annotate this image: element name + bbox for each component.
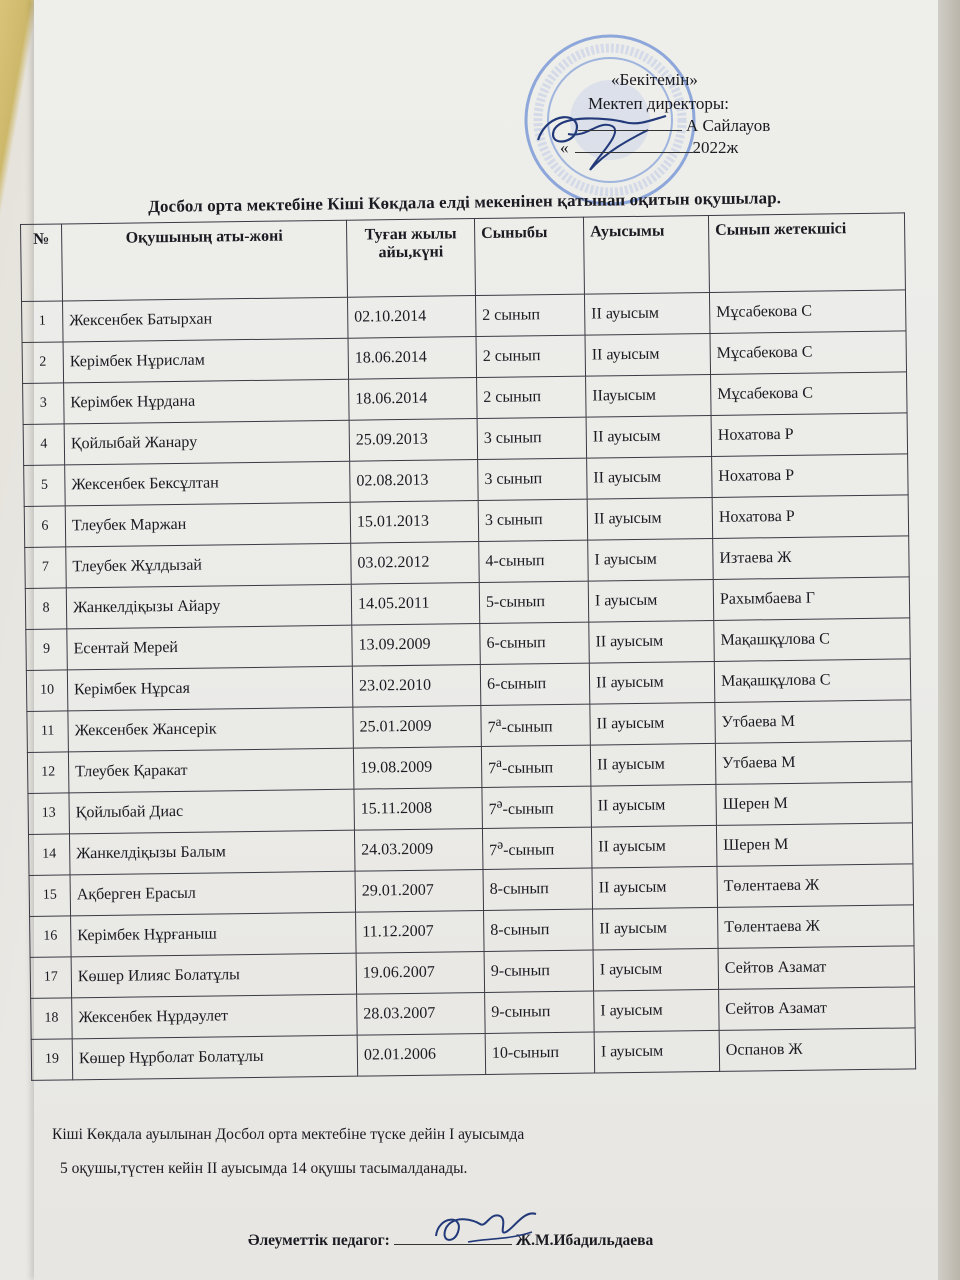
student-name: Жексенбек Нұрдәулет (72, 994, 358, 1039)
student-name: Керімбек Нұрдана (64, 379, 350, 424)
approval-year: 2022ж (692, 138, 739, 157)
grade: 3 сынып (478, 499, 588, 541)
birth-date: 15.01.2013 (350, 501, 479, 544)
summary-line-1: Кіші Көкдала ауылынан Досбол орта мектебіне түске дейін I ауысымда (52, 1126, 525, 1143)
birth-date: 15.11.2008 (354, 788, 483, 831)
row-number: 11 (27, 711, 69, 753)
class-teacher: Мақашқұлова С (714, 659, 911, 703)
shift: II ауысым (587, 456, 713, 499)
class-teacher: Мұсабекова С (710, 331, 907, 375)
class-teacher: Оспанов Ж (719, 1028, 916, 1072)
student-name: Жексенбек Жансерік (68, 707, 354, 752)
grade: 3 сынып (478, 458, 588, 500)
header-birth-date: Туған жылы айы,күні (346, 219, 475, 298)
birth-date: 19.06.2007 (356, 951, 485, 994)
header-row (21, 213, 906, 302)
summary-line-2: 5 оқушы,түстен кейін II ауысымда 14 оқушы тасымалданады. (60, 1160, 468, 1177)
student-name: Тлеубек Жұлдызай (66, 543, 352, 588)
approval-director-line (578, 116, 770, 136)
grade: 8-сынып (484, 909, 594, 951)
row-number: 16 (30, 916, 72, 958)
shift: II ауысым (589, 620, 715, 663)
grade (481, 704, 591, 746)
class-teacher: Утбаева М (715, 700, 912, 744)
class-teacher: Рахымбаева Г (713, 577, 910, 621)
row-number: 6 (24, 506, 66, 548)
class-teacher: Төлентаева Ж (717, 864, 914, 908)
row-number: 13 (28, 793, 70, 835)
header-number: № (21, 224, 63, 302)
grade-number: 7 (488, 760, 497, 778)
approval-position: Мектеп директоры: (588, 94, 729, 113)
birth-date: 11.12.2007 (356, 910, 485, 953)
birth-date: 28.03.2007 (357, 992, 486, 1035)
row-number: 3 (23, 383, 65, 425)
grade (482, 827, 592, 869)
grade-suffix: -сынып (502, 800, 554, 819)
student-name: Ақберген Ерасыл (70, 871, 356, 916)
row-number: 15 (29, 875, 71, 917)
student-name: Тлеубек Маржан (65, 502, 351, 547)
shift: II ауысым (590, 702, 716, 745)
grade: 2 сынып (476, 335, 586, 377)
student-name: Керімбек Нұрғаныш (71, 912, 357, 957)
students-table (20, 212, 916, 1081)
row-number: 9 (26, 629, 68, 671)
table-header (21, 213, 906, 302)
row-number: 5 (24, 465, 66, 507)
approval-date-quote: « (560, 138, 569, 157)
class-teacher: Мұсабекова С (711, 372, 908, 416)
birth-date: 02.08.2013 (350, 460, 479, 503)
header-shift: Ауысымы (583, 215, 709, 294)
grade-number: 7 (488, 801, 497, 819)
birth-date: 03.02.2012 (351, 542, 480, 585)
shift: II ауысым (590, 743, 716, 786)
birth-date: 23.02.2010 (352, 665, 481, 708)
row-number: 1 (22, 301, 64, 343)
birth-date: 25.01.2009 (353, 706, 482, 749)
student-name: Керімбек Нұрсая (67, 666, 353, 711)
grade: 6-сынып (480, 622, 590, 664)
approval-date-blank (575, 152, 693, 153)
grade-letter: а (495, 755, 503, 771)
birth-date: 02.01.2006 (357, 1033, 486, 1076)
grade: 9-сынып (484, 950, 594, 992)
document-title: Досбол орта мектебіне Кіші Көкдала елді мекенінен қатынап оқитын оқушылар. (148, 188, 782, 216)
shift: II ауысым (584, 292, 710, 335)
shift: I ауысым (588, 538, 714, 581)
student-name: Жексенбек Батырхан (63, 297, 349, 342)
header-grade: Сыныбы (474, 217, 584, 295)
class-teacher: Мақашқұлова С (714, 618, 911, 662)
class-teacher: Шерен М (716, 823, 913, 867)
shift: II ауысым (591, 825, 717, 868)
grade: 8-сынып (483, 868, 593, 910)
grade-suffix: -сынып (501, 718, 553, 737)
class-teacher: Сейтов Азамат (719, 987, 916, 1031)
row-number: 17 (30, 957, 72, 999)
class-teacher: Изтаева Ж (713, 536, 910, 580)
birth-date: 29.01.2007 (355, 869, 484, 912)
grade: 10-сынып (485, 1032, 595, 1074)
student-name: Тлеубек Қаракат (68, 748, 354, 793)
shift: I ауысым (594, 989, 720, 1032)
grade-number: 7 (487, 719, 496, 737)
grade (481, 745, 591, 787)
birth-date: 25.09.2013 (349, 419, 478, 462)
approval-heading: «Бекітемін» (611, 70, 698, 89)
header-name: Оқушының аты-жөні (62, 220, 348, 301)
grade: 2 сынып (475, 294, 585, 336)
class-teacher: Утбаева М (715, 741, 912, 785)
row-number: 18 (31, 998, 73, 1040)
approval-signature-blank (578, 130, 682, 131)
grade-suffix: -сынып (501, 759, 554, 778)
student-name: Көшер Илияс Болатұлы (71, 953, 357, 998)
grade-letter: ә (497, 837, 504, 853)
birth-date: 19.08.2009 (353, 747, 482, 790)
grade: 5-сынып (479, 581, 589, 623)
shift: II ауысым (587, 497, 713, 540)
grade-suffix: -сынып (503, 841, 555, 860)
student-name: Есентай Мерей (67, 625, 353, 670)
grade-letter: ә (496, 796, 503, 812)
pedagogue-signature (428, 1202, 548, 1254)
shift: I ауысым (593, 948, 719, 991)
grade: 9-сынып (485, 991, 595, 1033)
class-teacher: Нохатова Р (711, 413, 908, 457)
header-class-teacher: Сынып жетекшісі (708, 213, 905, 293)
birth-date: 14.05.2011 (351, 583, 480, 626)
row-number: 14 (28, 834, 70, 876)
row-number: 8 (25, 588, 67, 630)
grade: 2 сынып (477, 376, 587, 418)
class-teacher: Нохатова Р (712, 495, 909, 539)
birth-date: 18.06.2014 (349, 378, 478, 421)
shift: II ауысым (591, 784, 717, 827)
shift: I ауысым (594, 1030, 720, 1073)
signer-name: Ж.М.Ибадильдаева (515, 1232, 654, 1249)
approval-director-name: А Сайлауов (686, 116, 771, 135)
birth-date: 13.09.2009 (352, 624, 481, 667)
grade-letter: а (495, 714, 502, 730)
grade (482, 786, 592, 828)
student-name: Жексенбек Бексұлтан (65, 461, 351, 506)
birth-date: 24.03.2009 (354, 828, 483, 871)
shift: II ауысым (593, 907, 719, 950)
student-name: Көшер Нұрболат Болатұлы (72, 1035, 358, 1080)
student-name: Жанкелдіқызы Айару (66, 584, 352, 629)
row-number: 7 (25, 547, 67, 589)
row-number: 4 (23, 424, 65, 466)
shift: II ауысым (589, 661, 715, 704)
row-number: 2 (22, 342, 64, 384)
approval-block (0, 0, 960, 200)
class-teacher: Шерен М (716, 782, 913, 826)
row-number: 19 (31, 1039, 73, 1081)
student-name: Жанкелдіқызы Балым (69, 830, 355, 875)
grade: 6-сынып (480, 663, 590, 705)
table-body (22, 290, 916, 1081)
shift: I ауысым (588, 579, 714, 622)
shift: II ауысым (585, 333, 711, 376)
shift: II ауысым (592, 866, 718, 909)
class-teacher: Нохатова Р (712, 454, 909, 498)
grade: 4-сынып (479, 540, 589, 582)
shift: IIауысым (586, 374, 712, 417)
grade-number: 7 (489, 842, 498, 860)
student-name: Керімбек Нұрислам (63, 338, 349, 383)
row-number: 10 (26, 670, 68, 712)
approval-date-line (560, 138, 738, 158)
class-teacher: Мұсабекова С (709, 290, 906, 334)
birth-date: 02.10.2014 (347, 296, 476, 339)
student-name: Қойлыбай Диас (69, 789, 355, 834)
shift: II ауысым (586, 415, 712, 458)
birth-date: 18.06.2014 (348, 337, 477, 380)
class-teacher: Төлентаева Ж (718, 905, 915, 949)
class-teacher: Сейтов Азамат (718, 946, 915, 990)
student-name: Қойлыбай Жанару (64, 420, 350, 465)
signer-role: Әлеуметтік педагог: (248, 1232, 390, 1249)
row-number: 12 (27, 752, 69, 794)
grade: 3 сынып (477, 417, 587, 459)
